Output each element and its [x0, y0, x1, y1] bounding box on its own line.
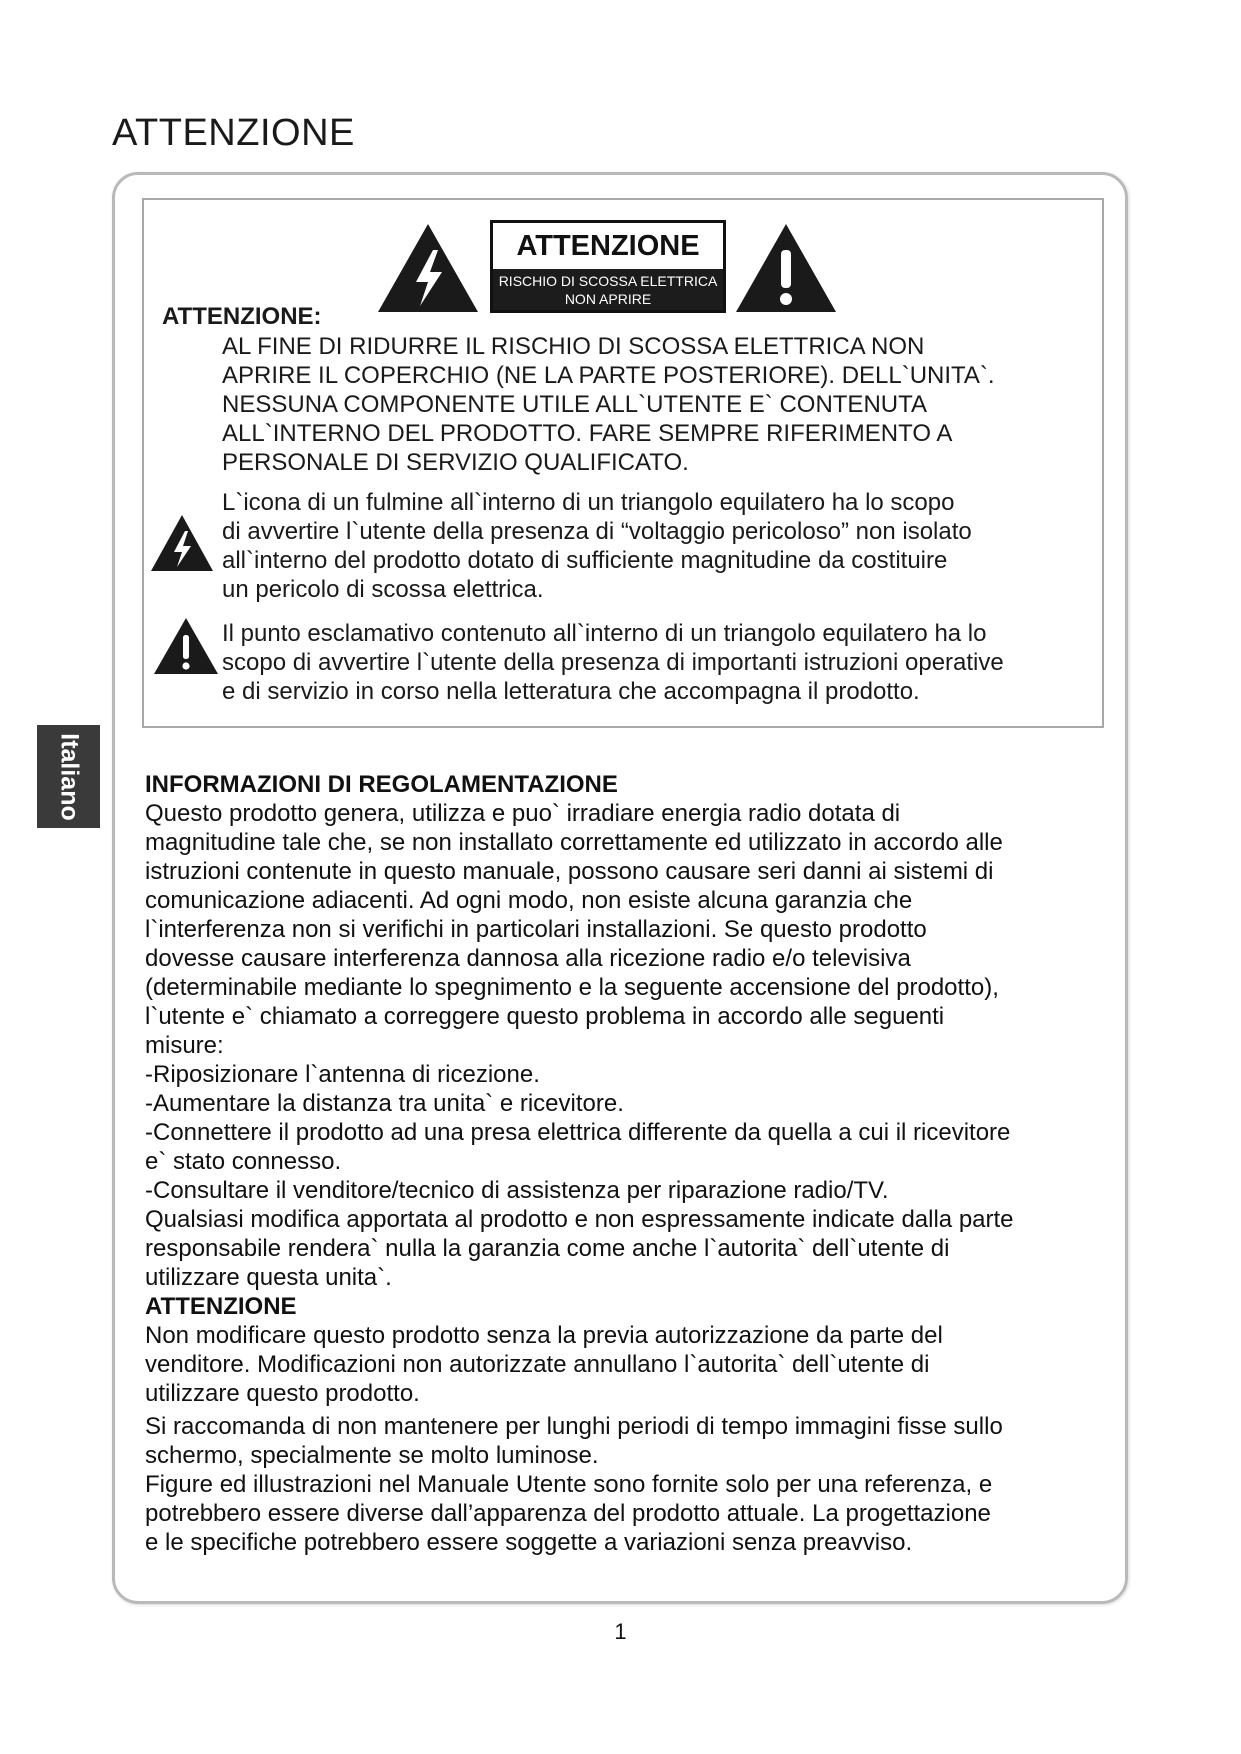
page-number: 1	[614, 1619, 627, 1644]
text-line: venditore. Modificazioni non autorizzate annullano l`autorita` dell`utente di	[145, 1351, 930, 1378]
text-line: Qualsiasi modifica apportata al prodotto e non espressamente indicate dalla parte	[145, 1206, 1014, 1233]
text-line: Il punto esclamativo contenuto all`interno di un triangolo equilatero ha lo	[222, 620, 987, 647]
regulatory-heading: INFORMAZIONI DI REGOLAMENTAZIONE	[145, 771, 618, 798]
exclamation-explanation	[222, 619, 1072, 706]
measure-item: e` stato connesso.	[145, 1148, 342, 1175]
text-line: AL FINE DI RIDURRE IL RISCHIO DI SCOSSA ELETTRICA NON	[222, 333, 925, 360]
text-line: Questo prodotto genera, utilizza e puo` irradiare energia radio dotata di	[145, 800, 901, 827]
caution-label-line: RISCHIO DI SCOSSA ELETTRICA	[498, 273, 718, 289]
text-line: schermo, specialmente se molto luminose.	[145, 1442, 599, 1469]
regulatory-section	[145, 770, 1095, 1557]
page-title: ATTENZIONE	[112, 112, 355, 154]
language-tab-label: Italiano	[55, 732, 83, 821]
text-line: responsabile rendera` nulla la garanzia come anche l`autorita` dell`utente di	[145, 1235, 950, 1262]
measure-item: -Aumentare la distanza tra unita` e ricevitore.	[145, 1090, 624, 1117]
measure-item: -Riposizionare l`antenna di ricezione.	[145, 1061, 540, 1088]
warning-caps-paragraph	[222, 332, 1072, 477]
caution-label	[490, 220, 726, 313]
text-line: l`interferenza non si verifichi in particolari installazioni. Se questo prodotto	[145, 916, 927, 943]
text-line: Si raccomanda di non mantenere per lunghi periodi di tempo immagini fisse sullo	[145, 1413, 1003, 1440]
exclamation-symbol-icon	[153, 617, 219, 675]
text-line: NESSUNA COMPONENTE UTILE ALL`UTENTE E` CONTENUTA	[222, 391, 927, 418]
text-line: scopo di avvertire l`utente della presenza di importanti istruzioni operative	[222, 649, 1004, 676]
text-line: APRIRE IL COPERCHIO (NE LA PARTE POSTERIORE). DELL`UNITA`.	[222, 362, 995, 389]
measure-item: -Consultare il venditore/tecnico di assistenza per riparazione radio/TV.	[145, 1177, 889, 1204]
measure-item: -Connettere il prodotto ad una presa elettrica differente da quella a cui il ricevitore	[145, 1119, 1011, 1146]
text-line: e di servizio in corso nella letteratura che accompagna il prodotto.	[222, 678, 920, 705]
text-line: utilizzare questo prodotto.	[145, 1380, 420, 1407]
text-line: misure:	[145, 1032, 224, 1059]
text-line: istruzioni contenute in questo manuale, possono causare seri danni ai sistemi di	[145, 858, 994, 885]
text-line: dovesse causare interferenza dannosa alla ricezione radio e/o televisiva	[145, 945, 911, 972]
text-line: L`icona di un fulmine all`interno di un triangolo equilatero ha lo scopo	[222, 489, 955, 516]
text-line: PERSONALE DI SERVIZIO QUALIFICATO.	[222, 449, 689, 476]
text-line: magnitudine tale che, se non installato correttamente ed utilizzato in accordo alle	[145, 829, 1003, 856]
text-line: comunicazione adiacenti. Ad ogni modo, non esiste alcuna garanzia che	[145, 887, 913, 914]
text-line: Non modificare questo prodotto senza la previa autorizzazione da parte del	[145, 1322, 943, 1349]
lightning-symbol-icon	[150, 514, 214, 572]
text-line: utilizzare questa unita`.	[145, 1264, 392, 1291]
warning-heading: ATTENZIONE:	[162, 303, 322, 330]
text-line: e le specifiche potrebbero essere soggette a variazioni senza preavviso.	[145, 1529, 913, 1556]
text-line: ALL`INTERNO DEL PRODOTTO. FARE SEMPRE RIFERIMENTO A	[222, 420, 953, 447]
text-line: Figure ed illustrazioni nel Manuale Utente sono fornite solo per una referenza, e	[145, 1471, 993, 1498]
text-line: all`interno del prodotto dotato di sufficiente magnitudine da costituire	[222, 547, 948, 574]
text-line: l`utente e` chiamato a correggere questo problema in accordo alle seguenti	[145, 1003, 945, 1030]
text-line: di avvertire l`utente della presenza di “voltaggio pericoloso” non isolato	[222, 518, 972, 545]
caution-label-title: ATTENZIONE	[516, 230, 700, 262]
lightning-warning-icon	[376, 222, 480, 314]
text-line: un pericolo di scossa elettrica.	[222, 576, 544, 603]
caution-heading: ATTENZIONE	[145, 1293, 297, 1320]
text-line: (determinabile mediante lo spegnimento e la seguente accensione del prodotto),	[145, 974, 999, 1001]
lightning-explanation	[222, 488, 1072, 604]
exclamation-warning-icon	[734, 222, 838, 314]
text-line: potrebbero essere diverse dall’apparenza del prodotto attuale. La progettazione	[145, 1500, 991, 1527]
caution-label-body	[493, 269, 723, 310]
caution-label-line: NON APRIRE	[564, 291, 652, 307]
language-tab	[37, 725, 100, 828]
